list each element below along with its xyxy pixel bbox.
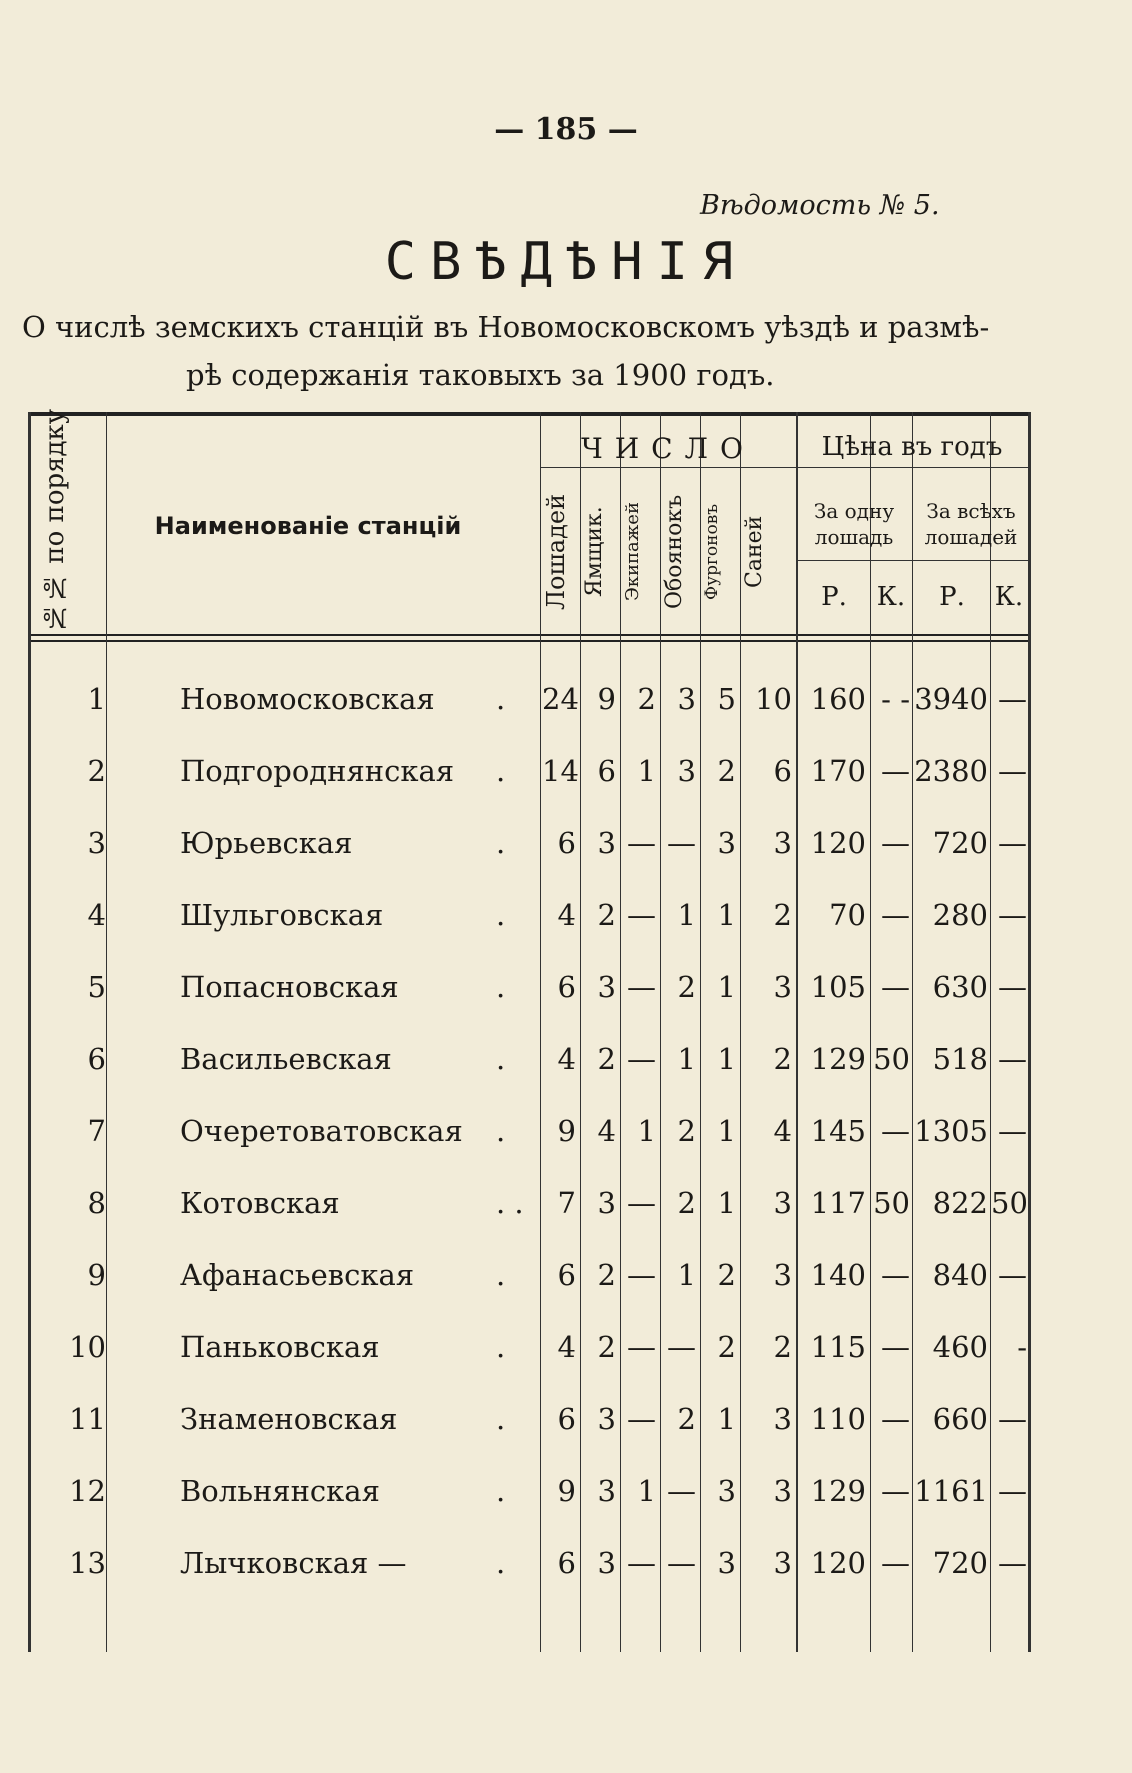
price-one-kop: — [881,1330,910,1364]
price-one-rub: 145 [810,1114,866,1148]
drivers-count: 4 [597,1114,616,1148]
leader-dots: . [496,1042,506,1076]
leader-dots: . [496,1330,506,1364]
station-name: Лычковская — [180,1546,407,1580]
wagons-count: 5 [717,682,736,716]
oboyanki-count: — [667,1474,696,1508]
price-all-kop: — [998,1474,1027,1508]
header-price-group: Цѣна въ годъ [821,432,1003,462]
carriages-count: — [627,1402,656,1436]
header-price-all-horses: За всѣхъ лошадей [924,499,1018,549]
carriages-count: — [627,826,656,860]
header-bottom-rule [28,634,1031,636]
price-all-rub: 460 [932,1330,988,1364]
price-all-kop: — [998,1546,1027,1580]
row-number: 1 [87,682,106,716]
wagons-count: 2 [717,1330,736,1364]
sleighs-count: 3 [773,1474,792,1508]
subtitle-line-2: рѣ содержанія таковыхъ за 1900 годъ. [186,358,775,392]
price-subgroup-rule [796,560,1031,561]
station-name: Подгороднянская [180,754,455,788]
station-name: Вольнянская [180,1474,380,1508]
price-all-rub: 720 [932,826,988,860]
sleighs-count: 2 [773,898,792,932]
sleighs-count: 4 [773,1114,792,1148]
oboyanki-count: 3 [677,682,696,716]
wagons-count: 1 [717,1186,736,1220]
price-all-kop: — [998,898,1027,932]
table-row [28,812,1031,884]
station-name: Попасновская [180,970,399,1004]
price-all-kop: — [998,682,1027,716]
price-one-rub: 120 [810,826,866,860]
row-number: 8 [87,1186,106,1220]
table-row [28,1244,1031,1316]
station-name: Юрьевская [180,826,353,860]
table-row [28,668,1031,740]
price-one-rub: 140 [810,1258,866,1292]
horses-count: 6 [557,970,576,1004]
horses-count: 6 [557,1402,576,1436]
oboyanki-count: — [667,1330,696,1364]
sleighs-count: 3 [773,1186,792,1220]
price-one-rub: 117 [810,1186,866,1220]
price-all-rub: 1161 [914,1474,988,1508]
row-number: 6 [87,1042,106,1076]
carriages-count: 1 [637,754,656,788]
price-one-rub: 115 [810,1330,866,1364]
table-row [28,1316,1031,1388]
leader-dots: . [496,970,506,1004]
drivers-count: 2 [597,1330,616,1364]
leader-dots: . . [496,1186,524,1220]
price-all-kop: - [1017,1330,1027,1364]
header-all-rub: Р. [939,582,965,612]
drivers-count: 2 [597,1042,616,1076]
drivers-count: 2 [597,898,616,932]
wagons-count: 3 [717,826,736,860]
station-name: Шульговская [180,898,384,932]
drivers-count: 2 [597,1258,616,1292]
leader-dots: . [496,826,506,860]
sleighs-count: 10 [755,682,792,716]
table-row [28,1100,1031,1172]
page-number: — 185 — [494,112,638,147]
sleighs-count: 3 [773,970,792,1004]
price-all-rub: 2380 [914,754,988,788]
oboyanki-count: 2 [677,1402,696,1436]
table-row [28,1460,1031,1532]
station-name: Афанасьевская [180,1258,415,1292]
price-one-rub: 129 [810,1042,866,1076]
oboyanki-count: 1 [677,898,696,932]
subtitle-line-1: О числѣ земскихъ станцій въ Новомосковскомъ уѣздѣ и размѣ- [22,310,990,344]
row-number: 7 [87,1114,106,1148]
header-one-rub: Р. [821,582,847,612]
price-all-rub: 280 [932,898,988,932]
wagons-count: 2 [717,754,736,788]
leader-dots: . [496,1402,506,1436]
table-row [28,1532,1031,1604]
header-bottom-rule-double [28,640,1031,642]
sleighs-count: 3 [773,1258,792,1292]
table-row [28,1388,1031,1460]
drivers-count: 3 [597,1402,616,1436]
price-one-kop: — [881,970,910,1004]
count-group-rule [540,467,1031,468]
station-name: Котовская [180,1186,340,1220]
drivers-count: 6 [597,754,616,788]
carriages-count: — [627,1042,656,1076]
drivers-count: 3 [597,1186,616,1220]
leader-dots: . [496,1474,506,1508]
drivers-count: 9 [597,682,616,716]
wagons-count: 3 [717,1474,736,1508]
price-one-kop: — [881,754,910,788]
row-number: 2 [87,754,106,788]
leader-dots: . [496,1546,506,1580]
drivers-count: 3 [597,1546,616,1580]
price-all-kop: — [998,1042,1027,1076]
document-title: СВѢДѢНІЯ [384,232,748,292]
row-number: 12 [69,1474,106,1508]
leader-dots: . [496,898,506,932]
oboyanki-count: 1 [677,1258,696,1292]
table-row [28,1172,1031,1244]
header-number: №№ по порядку [40,408,70,632]
oboyanki-count: 2 [677,970,696,1004]
price-one-rub: 120 [810,1546,866,1580]
header-one-kop: К. [876,582,906,612]
statement-reference: Вѣдомость № 5. [700,190,940,221]
row-number: 13 [69,1546,106,1580]
drivers-count: 3 [597,826,616,860]
price-all-rub: 840 [932,1258,988,1292]
horses-count: 7 [557,1186,576,1220]
horses-count: 24 [542,682,579,716]
horses-count: 4 [557,1330,576,1364]
carriages-count: — [627,1330,656,1364]
oboyanki-count: — [667,826,696,860]
header-sleighs: Саней [742,515,767,589]
price-one-rub: 160 [810,682,866,716]
price-one-kop: — [881,1114,910,1148]
station-name: Очеретоватовская [180,1114,463,1148]
price-one-kop: — [881,1402,910,1436]
price-one-rub: 105 [810,970,866,1004]
sleighs-count: 3 [773,1546,792,1580]
horses-count: 6 [557,826,576,860]
price-all-kop: 50 [991,1186,1028,1220]
header-price-per-horse: За одну лошадь [813,499,895,549]
station-name: Паньковская [180,1330,380,1364]
carriages-count: 1 [637,1474,656,1508]
price-one-kop: — [881,826,910,860]
header-carriages: Экипажей [622,502,643,602]
sleighs-count: 2 [773,1042,792,1076]
price-one-kop: — [881,898,910,932]
station-name: Новомосковская [180,682,435,716]
header-count-group: ЧИСЛО [581,432,755,465]
wagons-count: 1 [717,1042,736,1076]
station-name: Знаменовская [180,1402,398,1436]
row-number: 3 [87,826,106,860]
row-number: 9 [87,1258,106,1292]
price-all-kop: — [998,1114,1027,1148]
horses-count: 6 [557,1546,576,1580]
horses-count: 9 [557,1474,576,1508]
price-all-kop: — [998,754,1027,788]
leader-dots: . [496,754,506,788]
oboyanki-count: 1 [677,1042,696,1076]
table-row [28,884,1031,956]
price-all-kop: — [998,1258,1027,1292]
oboyanki-count: 2 [677,1186,696,1220]
wagons-count: 1 [717,898,736,932]
row-number: 11 [69,1402,106,1436]
price-one-kop: — [881,1474,910,1508]
price-all-kop: — [998,826,1027,860]
horses-count: 9 [557,1114,576,1148]
oboyanki-count: 2 [677,1114,696,1148]
price-one-rub: 129 [810,1474,866,1508]
price-all-rub: 3940 [914,682,988,716]
price-all-rub: 822 [932,1186,988,1220]
horses-count: 6 [557,1258,576,1292]
price-one-kop: — [881,1258,910,1292]
carriages-count: — [627,970,656,1004]
price-all-kop: — [998,1402,1027,1436]
carriages-count: — [627,898,656,932]
price-all-rub: 518 [932,1042,988,1076]
header-wagons: Фургоновъ [702,503,722,601]
price-all-kop: — [998,970,1027,1004]
price-all-rub: 660 [932,1402,988,1436]
sleighs-count: 3 [773,1402,792,1436]
wagons-count: 1 [717,1114,736,1148]
carriages-count: 1 [637,1114,656,1148]
table-row [28,740,1031,812]
price-one-kop: 50 [873,1042,910,1076]
leader-dots: . [496,682,506,716]
carriages-count: — [627,1546,656,1580]
header-station-name: Наименованіе станцій [154,512,462,540]
price-one-kop: — [881,1546,910,1580]
leader-dots: . [496,1258,506,1292]
wagons-count: 1 [717,970,736,1004]
price-one-kop: 50 [873,1186,910,1220]
sleighs-count: 3 [773,826,792,860]
table-row [28,956,1031,1028]
sleighs-count: 2 [773,1330,792,1364]
header-oboyanki: Обоянокъ [662,494,687,610]
oboyanki-count: — [667,1546,696,1580]
table-row [28,1028,1031,1100]
drivers-count: 3 [597,970,616,1004]
table-top-rule [28,412,1031,416]
wagons-count: 2 [717,1258,736,1292]
row-number: 4 [87,898,106,932]
oboyanki-count: 3 [677,754,696,788]
price-one-kop: - - [881,682,910,716]
carriages-count: — [627,1258,656,1292]
station-name: Васильевская [180,1042,392,1076]
wagons-count: 3 [717,1546,736,1580]
drivers-count: 3 [597,1474,616,1508]
stations-table [28,408,1031,1652]
carriages-count: — [627,1186,656,1220]
horses-count: 4 [557,898,576,932]
price-all-rub: 1305 [914,1114,988,1148]
row-number: 5 [87,970,106,1004]
header-horses: Лошадей [542,493,570,611]
row-number: 10 [69,1330,106,1364]
header-all-kop: К. [994,582,1024,612]
horses-count: 14 [542,754,579,788]
wagons-count: 1 [717,1402,736,1436]
price-one-rub: 110 [810,1402,866,1436]
price-one-rub: 170 [810,754,866,788]
price-all-rub: 630 [932,970,988,1004]
horses-count: 4 [557,1042,576,1076]
header-drivers: Ямщик. [582,506,607,598]
carriages-count: 2 [637,682,656,716]
price-all-rub: 720 [932,1546,988,1580]
price-one-rub: 70 [829,898,866,932]
leader-dots: . [496,1114,506,1148]
sleighs-count: 6 [773,754,792,788]
